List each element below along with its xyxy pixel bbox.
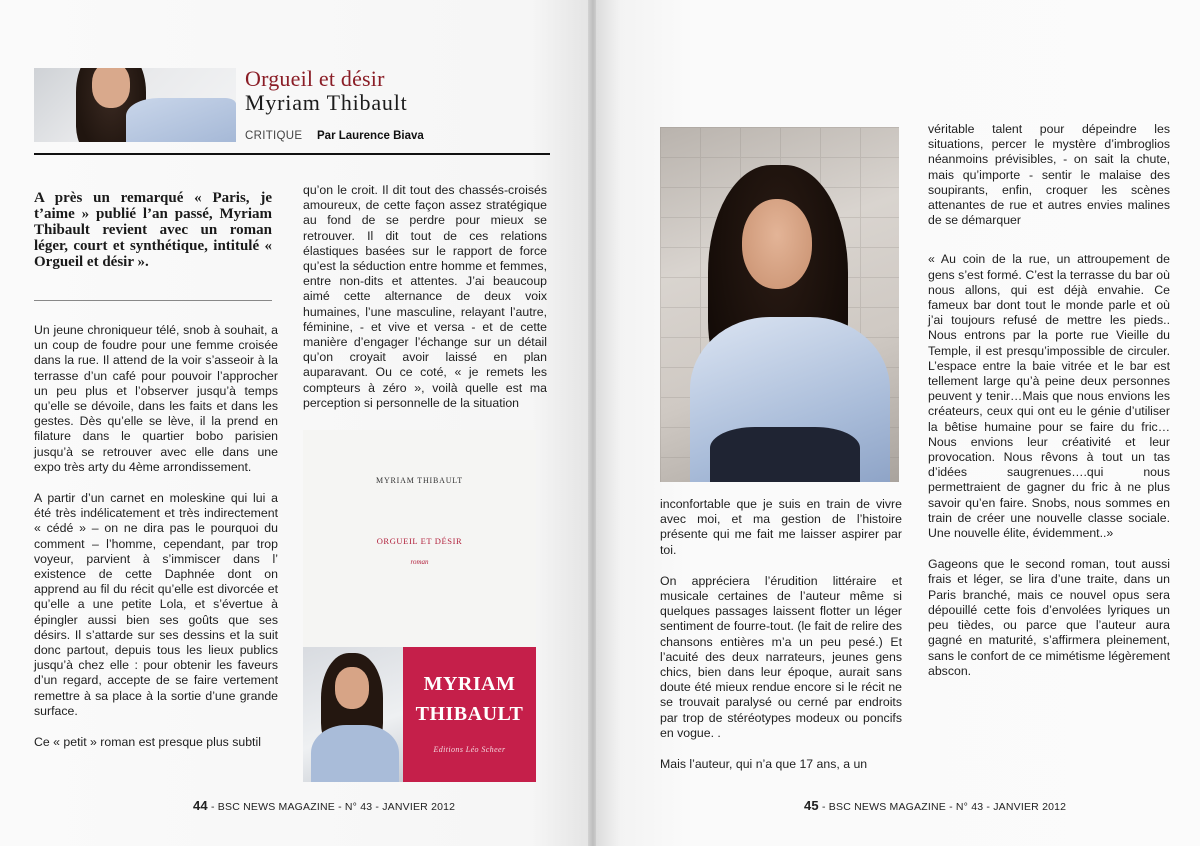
- book-cover: [303, 430, 536, 782]
- column-3-paragraph-1: inconfortable que je suis en train de vivre avec moi, et ma gestion de l’histoire présente qui me fait me laisser aspirer par toi.: [660, 497, 902, 557]
- right-folio-text: - BSC NEWS MAGAZINE - N° 43 - JANVIER 2012: [818, 801, 1067, 813]
- left-page-number: 44: [193, 798, 208, 813]
- column-1: [34, 323, 278, 750]
- book-cover-name-line1: MYRIAM: [423, 673, 516, 695]
- left-folio: [193, 798, 455, 813]
- column-3-paragraph-3: Mais l’auteur, qui n’a que 17 ans, a un: [660, 757, 868, 772]
- byline: Par Laurence Biava: [317, 130, 424, 142]
- column-3: [660, 497, 902, 772]
- column-4-paragraph-1: véritable talent pour dépeindre les situations, percer le mystère d’imbroglios néanmoins prévisibles, - on sait la chute, mais qu’importe - sentir le malaise des soupirants, enfin, croquer les scènes attenantes de rue et autres envies malines de se démarquer: [928, 122, 1170, 228]
- header-rule: [34, 153, 550, 155]
- article-title: Orgueil et désir: [245, 66, 385, 91]
- book-title: ORGUEIL ET DÉSIR: [376, 536, 463, 546]
- column-3-paragraph-2: On appréciera l’érudition littéraire et musicale certaines de l’auteur même si quelques passages laissent flotter un léger sentiment de fourre-tout. (le fait de relire des chansons entières m’a un peu pesé.) Et l’acuité des deux narrateurs, jeunes gens chics, bien dans leur époque, aurait sans doute été mieux rendue encore si le récit ne se trouvait paralysé ou cerné par endroits par trop de stéréotypes modeux ou poncifs en vogue. .: [660, 573, 902, 740]
- column-4-paragraph-2: « Au coin de la rue, un attroupement de gens s’est formé. C’est la terrasse du bar où nous allons, qui est déjà envahie. Ce fameux bar dont tout le monde parle et où j’ai toujours refusé de mettre les pieds.. Nous entrons par la porte rue Vieille du Temple, il est presqu’impossible de circuler. L’espace entre la baie vitrée et le bar est tellement large qu’à peine deux personnes peuvent y tenir…Mais que nous envions les créateurs, ceux qui ont eu le génie d’utiliser la bêtise humaine pour se faire du fric… Nous envions leur créativité et leur provocation. Nous rêvons à tout un tas d’idées saugrenues….qui nous permettraient de gagner du fric à ne plus savoir qu’en faire. Snobs, nous sommes en train de créer une nouvelle classe sociale. Une nouvelle élite, évidemment..»: [928, 252, 1170, 541]
- lede-rule: [34, 300, 272, 301]
- right-page-number: 45: [804, 798, 819, 813]
- lede-paragraph: A près un remarqué « Paris, je t’aime » publié l’an passé, Myriam Thibault revient avec un roman léger, court et synthétique, intitulé « Orgueil et désir ».: [34, 190, 272, 270]
- right-folio: [804, 798, 1066, 813]
- column-4-paragraph-3: Gageons que le second roman, tout aussi frais et léger, se lira d’une traite, dans un Paris branché, mais ce nouvel opus sera dépouillé cette fois d’envolées lyriques un peu tièdes, ou parce que l’auteur aura gagné en maturité, s’affirmera pleinement, sans le confort de ce mimétisme légèrement abscon.: [928, 557, 1170, 678]
- book-genre: roman: [410, 558, 429, 566]
- book-cover-name-line2: THIBAULT: [415, 703, 524, 725]
- author-portrait-photo: [660, 127, 899, 482]
- rubric-label: CRITIQUE: [245, 130, 303, 142]
- column-1-paragraph-1: Un jeune chroniqueur télé, snob à souhait, a un coup de foudre pour une femme croisée dans la rue. Il attend de la voir s’asseoir à la terrasse d’un café pour pouvoir l’approcher un peu plus et l’observer jusqu’à temps qu’elle se dévoile, dans les faits et dans les gestes. Dès qu’elle se lève, il la prend en filature dans le quartier bobo parisien jusqu’à se retrouver avec elle dans une expo très arty du 4ème arrondissement.: [34, 323, 278, 474]
- book-author: MYRIAM THIBAULT: [376, 476, 463, 485]
- book-publisher: Editions Léo Scheer: [433, 745, 506, 754]
- column-2: [303, 183, 547, 411]
- left-folio-text: - BSC NEWS MAGAZINE - N° 43 - JANVIER 2012: [207, 801, 456, 813]
- book-cover-band: [403, 647, 536, 782]
- column-1-paragraph-2: A partir d’un carnet en moleskine qui lui a été très indélicatement et très indirectement « cédé » – on ne dira pas le pourquoi du comment – l’homme, cependant, par trop voyeur, parvient à s’immiscer dans l’ existence de cette Daphnée dont on apprend au fil du récit qu’elle est divorcée et qu’elle a une petite Lola, et s’évertue à épingler aussi bien ses goûts que ses désirs. Il s’attarde sur ses dessins et la suit donc partout, depuis tous les lieux publics jusqu’à chez elle : pour obtenir les faveurs d’un regard, accepte de se faire vertement remettre à sa place à la sortie d’une grande surface.: [34, 491, 278, 718]
- book-cover-photo: [303, 647, 403, 782]
- column-4: [928, 122, 1170, 679]
- header-photo: [34, 68, 236, 142]
- article-author-title: Myriam Thibault: [245, 90, 408, 115]
- left-page: [0, 0, 590, 846]
- column-1-paragraph-3: Ce « petit » roman est presque plus subtil: [34, 735, 261, 750]
- column-2-paragraph-1: qu’on le croit. Il dit tout des chassés-croisés amoureux, de cette façon assez stratégique au fond de se perdre pour mieux se retrouver. Il dit tout de ces relations élastiques basées sur le rapport de force qu’est la séduction entre homme et femmes, entre non-dits et attentes. J’ai beaucoup aimé cette alternance de deux voix humaines, l’une masculine, relayant l’autre, féminine, - et vive et versa - et de cette manière d’engager l’échange sur un détail qu’on croyait avoir laissé en plan auparavant. Ou ce coté, « je remets les compteurs à zéro », voilà quelle est ma perception si personnelle de la situation: [303, 183, 547, 410]
